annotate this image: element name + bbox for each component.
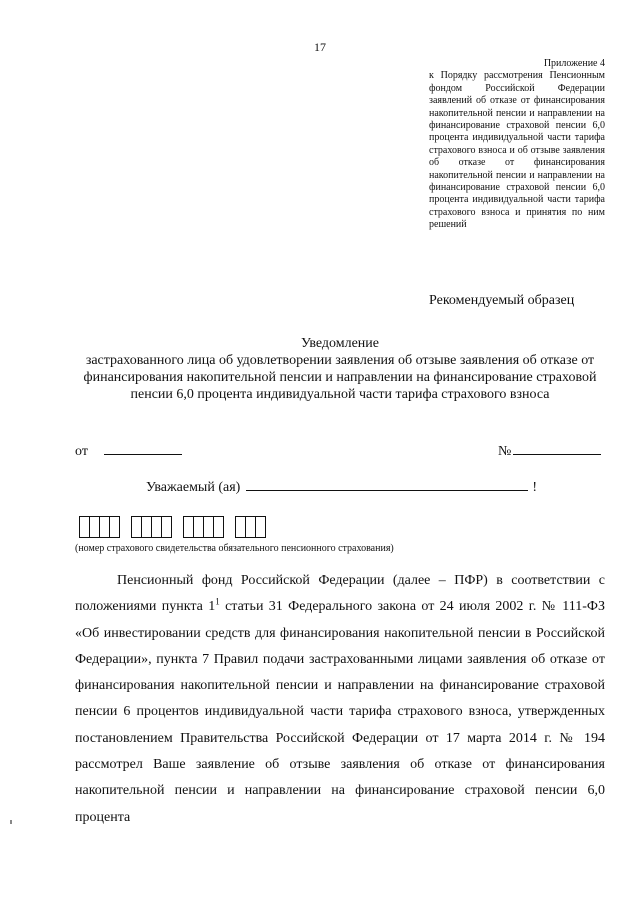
snils-cell[interactable] <box>161 516 172 538</box>
number-blank[interactable] <box>513 442 601 455</box>
greeting-line <box>146 478 537 496</box>
number-line <box>498 442 601 460</box>
from-date-blank[interactable] <box>104 442 182 455</box>
snils-group-3 <box>184 516 224 538</box>
snils-group-4 <box>236 516 266 538</box>
snils-cell[interactable] <box>109 516 120 538</box>
footnote-superscript: 1 <box>215 596 220 607</box>
snils-cell[interactable] <box>213 516 224 538</box>
main-paragraph <box>75 568 605 831</box>
from-label: от <box>75 444 88 459</box>
title-line-1: Уведомление <box>300 336 379 351</box>
body-part-2: статьи 31 Федерального закона от 24 июля 2002 г. № 111-ФЗ «Об инвестировании средств для финансирования накопительной пенсии в Российской Федерации», пункта 7 Правил подачи застрахованными лицами заявления об отказе от финансирования накопительной пенсии и направлении на финансирование страховой пенсии 6 процентов индивидуальной части тарифа страхового взноса, утвержденных постановлением Правительства Российской Федерации от 17 марта 2014 г. № 194 рассмотрел Ваше заявление об отзыве заявления об отказе от финансирования накопительной пенсии и направлении на финансирование страховой пенсии 6,0 процента <box>75 599 606 825</box>
scan-speck <box>10 820 12 824</box>
sample-label: Рекомендуемый образец <box>429 293 575 308</box>
snils-group-2 <box>132 516 172 538</box>
recipient-name-blank[interactable] <box>246 478 528 491</box>
snils-cell[interactable] <box>255 516 266 538</box>
document-title <box>75 335 605 403</box>
snils-group-1 <box>80 516 120 538</box>
from-date-line <box>75 442 182 460</box>
snils-caption: (номер страхового свидетельства обязательного пенсионного страхования) <box>75 543 394 554</box>
annex-block <box>429 58 605 232</box>
page-number: 17 <box>314 40 326 54</box>
greeting-end: ! <box>532 480 537 495</box>
number-label: № <box>498 444 512 459</box>
greeting-label: Уважаемый (ая) <box>146 480 241 495</box>
annex-label: Приложение 4 <box>543 58 605 69</box>
title-line-2: застрахованного лица об удовлетворении заявления об отзыве заявления об отказе от финансирования накопительной пенсии и направлении на финансирование страховой пенсии 6,0 процента индивидуальной части тарифа страхового взноса <box>83 353 597 402</box>
body-part-1: Пенсионный фонд Российской Федерации (далее – ПФР) в соответствии с положениями пункта 1 <box>75 573 605 615</box>
annex-text: к Порядку рассмотрения Пенсионным фондом Российской Федерации заявлений об отказе от финансирования накопительной пенсии и направлении на финансирование страховой пенсии 6,0 процента индивидуальной части тарифа страхового взноса и об отзыве заявления об отказе от финансирования накопительной пенсии и направлении на финансирование страховой пенсии 6,0 процента индивидуальной части тарифа страхового взноса и принятия по ним решений <box>429 70 605 231</box>
